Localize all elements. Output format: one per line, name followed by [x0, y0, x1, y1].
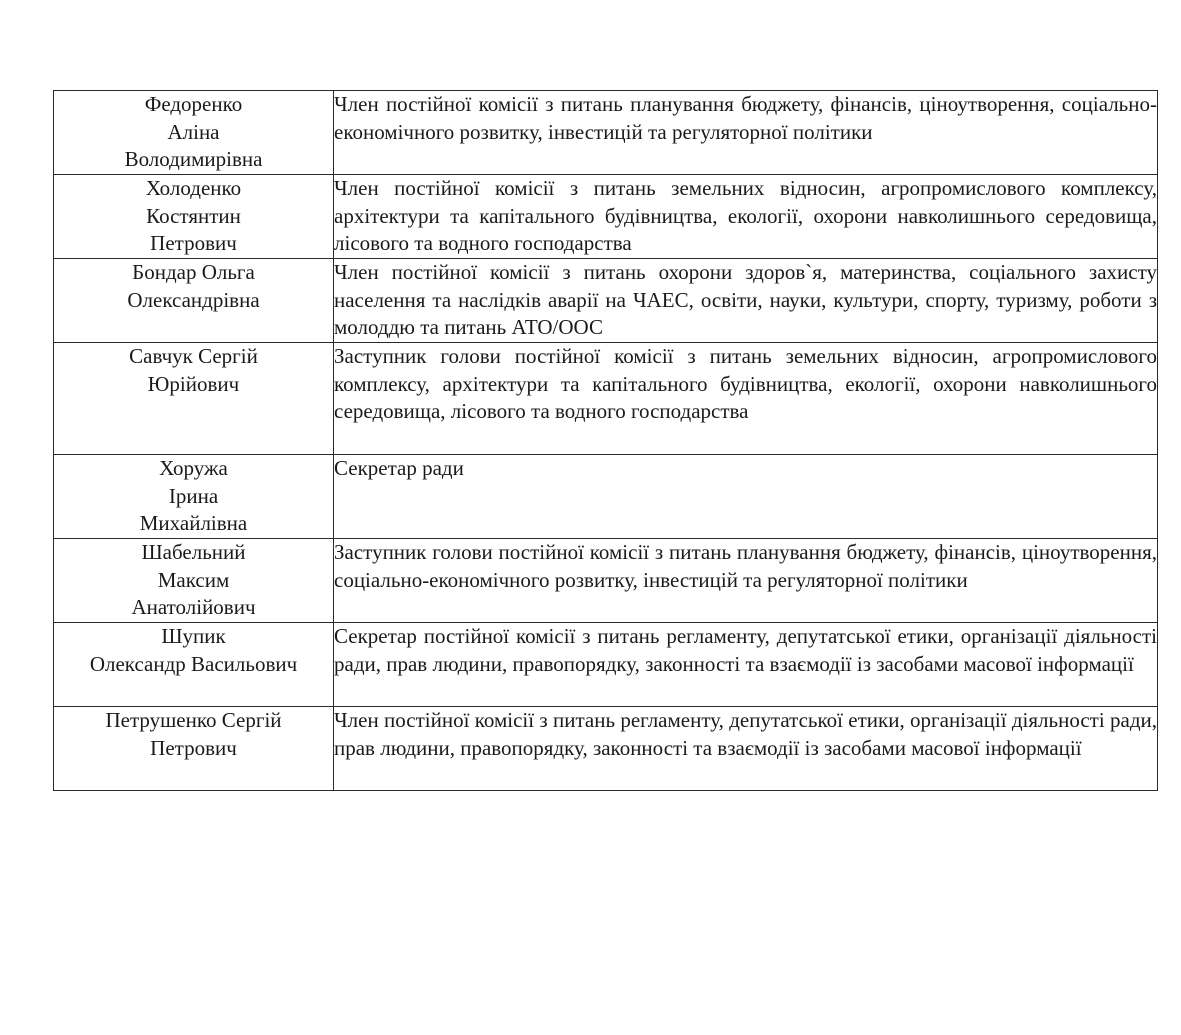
table-row: [54, 539, 1158, 623]
member-name-cell: [54, 539, 334, 623]
table-row: [54, 91, 1158, 175]
member-name-cell: [54, 343, 334, 455]
member-role: Секретар ради: [334, 456, 464, 480]
member-role-cell: [334, 175, 1158, 259]
member-name-cell: [54, 623, 334, 707]
table-row: [54, 259, 1158, 343]
table-row: [54, 343, 1158, 455]
member-role-cell: [334, 539, 1158, 623]
member-role: Заступник голови постійної комісії з питань земельних відносин, агропромислового комплексу, архітектури та капітального будівництва, екології, охорони навколишнього середовища, лісового та водного господарства: [334, 344, 1157, 423]
member-name: Савчук Сергій Юрійович: [129, 344, 258, 396]
member-name: Шупик Олександр Васильович: [89, 624, 298, 676]
member-role-cell: [334, 455, 1158, 539]
member-name: Шабельний Максим Анатолійович: [131, 540, 256, 619]
member-role-cell: [334, 259, 1158, 343]
member-name: Холоденко Костянтин Петрович: [145, 176, 242, 255]
member-name-cell: [54, 455, 334, 539]
member-role-cell: [334, 707, 1158, 791]
table-row: [54, 455, 1158, 539]
member-role: Член постійної комісії з питань земельних відносин, агропромислового комплексу, архітектури та капітального будівництва, екології, охорони навколишнього середовища, лісового та водного господарства: [334, 176, 1157, 255]
member-name: Хоружа Ірина Михайлівна: [139, 456, 248, 535]
member-name: Федоренко Аліна Володимирівна: [124, 92, 263, 171]
member-role: Секретар постійної комісії з питань регламенту, депутатської етики, організації діяльності ради, прав людини, правопорядку, законності та взаємодії із засобами масової інформації: [334, 624, 1157, 676]
member-role-cell: [334, 343, 1158, 455]
table-row: [54, 175, 1158, 259]
member-role: Член постійної комісії з питань охорони здоров`я, материнства, соціального захисту населення та наслідків аварії на ЧАЕС, освіти, науки, культури, спорту, туризму, роботи з молоддю та питань АТО/ООС: [334, 260, 1157, 339]
member-name-cell: [54, 259, 334, 343]
table-row: [54, 623, 1158, 707]
member-role: Член постійної комісії з питань планування бюджету, фінансів, ціноутворення, соціально-економічного розвитку, інвестицій та регуляторної політики: [334, 92, 1157, 144]
member-name: Бондар Ольга Олександрівна: [127, 260, 260, 312]
member-name: Петрушенко Сергій Петрович: [105, 708, 282, 760]
table-row: [54, 707, 1158, 791]
member-role: Член постійної комісії з питань регламенту, депутатської етики, організації діяльності ради, прав людини, правопорядку, законності та взаємодії із засобами масової інформації: [334, 708, 1157, 760]
member-role-cell: [334, 91, 1158, 175]
member-role-cell: [334, 623, 1158, 707]
member-name-cell: [54, 175, 334, 259]
member-name-cell: [54, 707, 334, 791]
member-role: Заступник голови постійної комісії з питань планування бюджету, фінансів, ціноутворення, соціально-економічного розвитку, інвестицій та регуляторної політики: [334, 540, 1157, 592]
members-table: [53, 90, 1158, 791]
member-name-cell: [54, 91, 334, 175]
